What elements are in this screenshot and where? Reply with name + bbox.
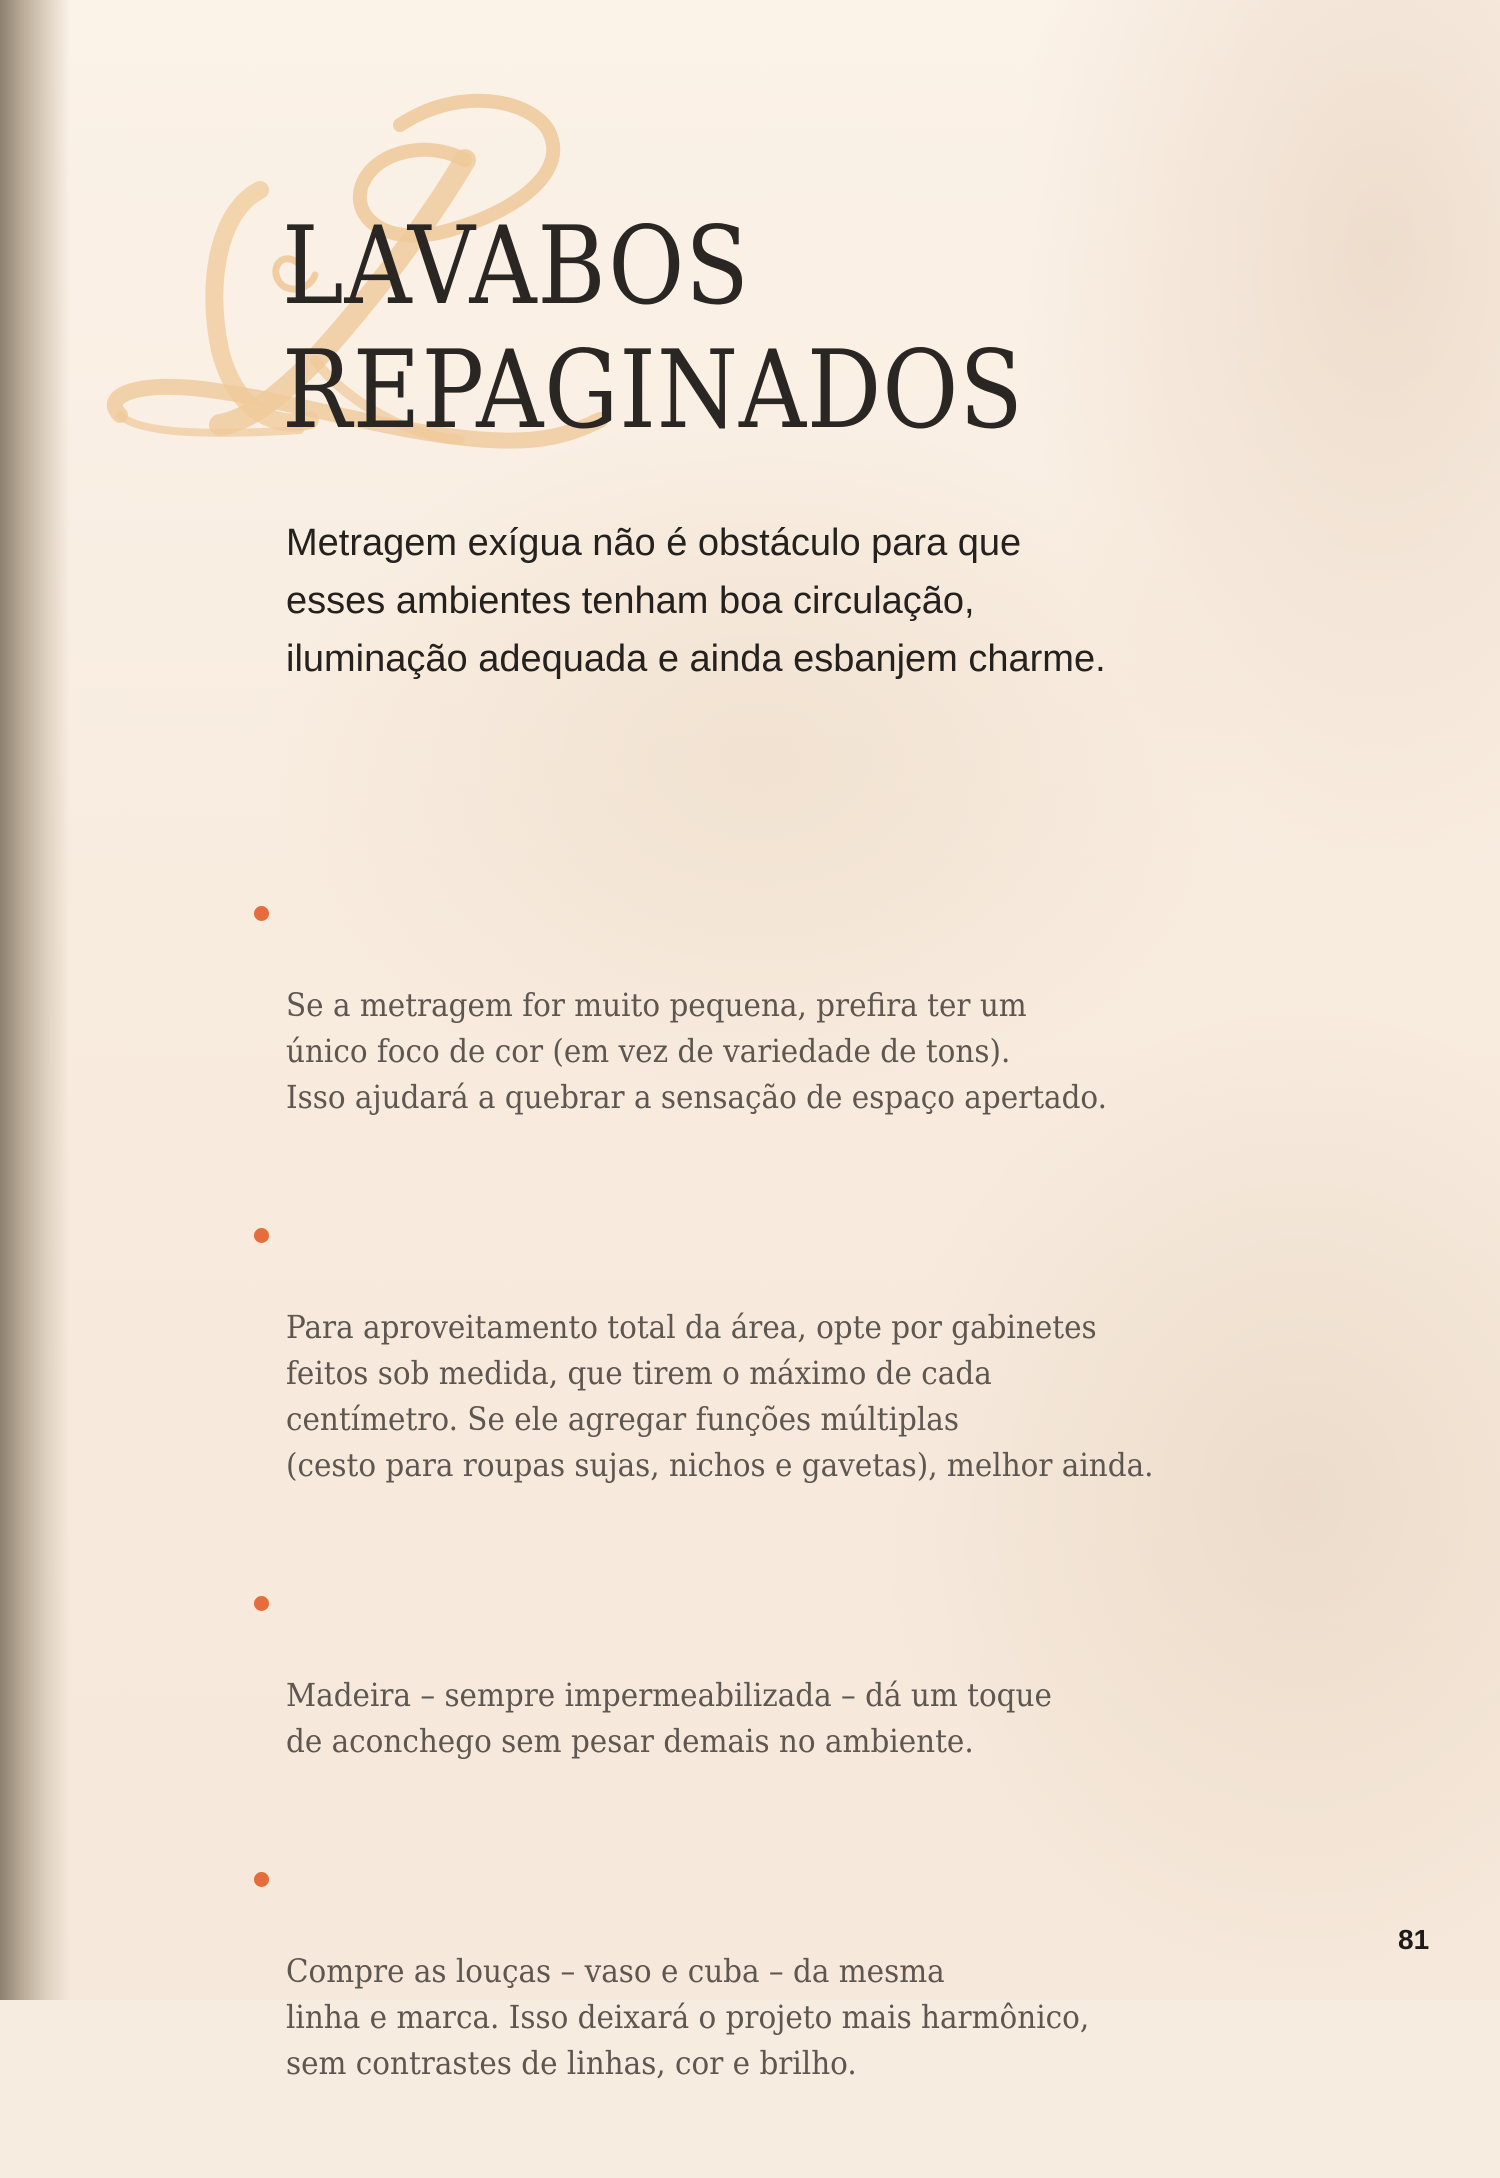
list-item [250, 1212, 1250, 1534]
list-item [250, 890, 1250, 1166]
orange-dot-bullet-icon [254, 906, 269, 921]
page-number: 81 [1398, 1924, 1430, 1955]
orange-dot-bullet-icon [254, 1596, 269, 1611]
orange-dot-bullet-icon [254, 1872, 269, 1887]
book-spine-shadow [0, 0, 70, 2000]
tip-text: Para aproveitamento total da área, opte por gabinetes feitos sob medida, que tirem o máximo de cada centímetro. Se ele agregar funções múltiplas (cesto para roupas sujas, nichos e gavetas), melhor ainda. [286, 1308, 1154, 1484]
tip-text: Se a metragem for muito pequena, prefira ter um único foco de cor (em vez de variedade de tons). Isso ajudará a quebrar a sensação de espaço apertado. [286, 986, 1107, 1116]
tips-list [250, 890, 1250, 2178]
tip-text: Madeira – sempre impermeabilizada – dá um toque de aconchego sem pesar demais no ambiente. [286, 1676, 1052, 1760]
orange-dot-bullet-icon [254, 1228, 269, 1243]
tip-text: Compre as louças – vaso e cuba – da mesma linha e marca. Isso deixará o projeto mais harmônico, sem contrastes de linhas, cor e brilho. [286, 1952, 1090, 2082]
title-line-1: LAVABOS [282, 204, 750, 329]
title-line-2: REPAGINADOS [282, 328, 1024, 453]
article-intro: Metragem exígua não é obstáculo para que esses ambientes tenham boa circulação, iluminação adequada e ainda esbanjem charme. [286, 522, 1106, 680]
list-item [250, 1580, 1250, 1810]
list-item [250, 1856, 1250, 2132]
